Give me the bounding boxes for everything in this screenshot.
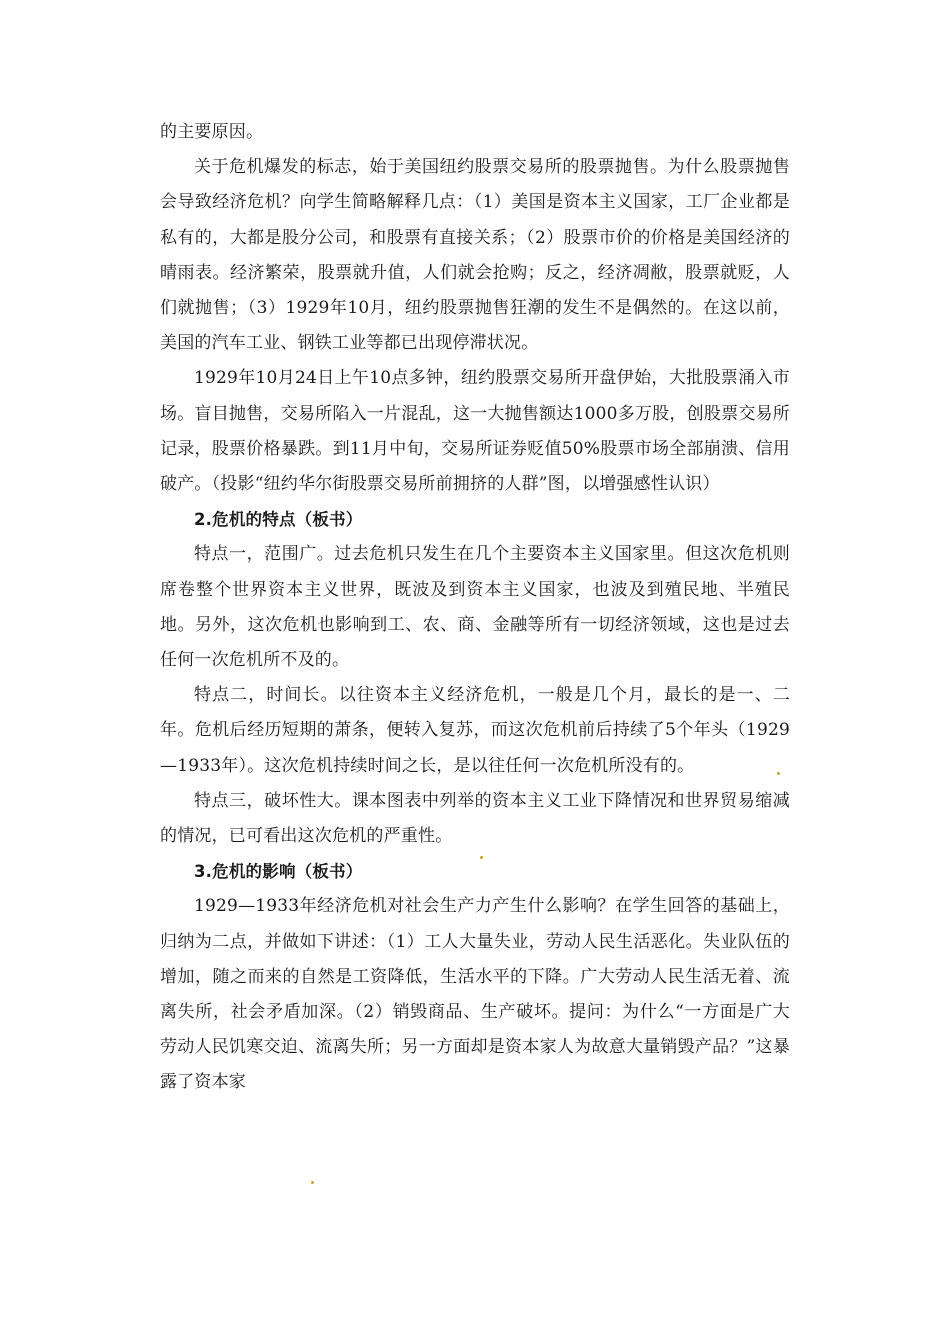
stray-mark xyxy=(311,1181,314,1184)
paragraph-feature-three: 特点三，破坏性大。课本图表中列举的资本主义工业下降情况和世界贸易缩减的情况，已可看出这次危机的严重性。 xyxy=(160,790,790,847)
paragraph-feature-one: 特点一，范围广。过去危机只发生在几个主要资本主义国家里。但这次危机则席卷整个世界资本主义世界，既波及到资本主义国家，也波及到殖民地、半殖民地。另外，这次危机也影响到工、农、商、金融等所有一切经济领域，这也是过去任何一次危机所不及的。 xyxy=(160,544,790,671)
paragraph-feature-two: 特点二，时间长。以往资本主义经济危机，一般是几个月，最长的是一、二年。危机后经历短期的萧条，便转入复苏，而这次危机前后持续了5个年头（1929—1933年）。这次危机持续时间之长，是以往任何一次危机所没有的。 xyxy=(160,685,790,776)
stray-mark xyxy=(777,772,780,775)
section-heading-impact: 3.危机的影响（板书） xyxy=(194,862,363,882)
section-heading-features: 2.危机的特点（板书） xyxy=(194,510,363,530)
paragraph-crisis-sign: 关于危机爆发的标志，始于美国纽约股票交易所的股票抛售。为什么股票抛售会导致经济危机？向学生简略解释几点：（1）美国是资本主义国家，工厂企业都是私有的，大都是股分公司，和股票有直接关系；（2）股票市价的价格是美国经济的晴雨表。经济繁荣，股票就升值，人们就会抢购；反之，经济凋敝，股票就贬，人们就抛售；（3）1929年10月，纽约股票抛售狂潮的发生不是偶然的。在这以前，美国的汽车工业、钢铁工业等都已出现停滞状况。 xyxy=(160,157,790,354)
paragraph-impact: 1929—1933年经济危机对社会生产力产生什么影响？在学生回答的基础上，归纳为二点，并做如下讲述：（1）工人大量失业，劳动人民生活恶化。失业队伍的增加，随之而来的自然是工资降低，生活水平的下降。广大劳动人民生活无着、流离失所，社会矛盾加深。（2）销毁商品、生产破坏。提问：为什么“一方面是广大劳动人民饥寒交迫、流离失所；另一方面却是资本家人为故意大量销毁产品？”这暴露了资本家 xyxy=(160,896,790,1093)
paragraph-black-thursday: 1929年10月24日上午10点多钟，纽约股票交易所开盘伊始，大批股票涌入市场。盲目抛售，交易所陷入一片混乱，这一大抛售额达1000多万股，创股票交易所记录，股票价格暴跌。到11月中旬，交易所证券贬值50%股票市场全部崩溃、信用破产。（投影“纽约华尔街股票交易所前拥挤的人群”图，以增强感性认识） xyxy=(160,368,790,495)
document-body xyxy=(160,115,790,1101)
paragraph-continuation: 的主要原因。 xyxy=(160,122,264,142)
stray-mark xyxy=(480,856,483,859)
